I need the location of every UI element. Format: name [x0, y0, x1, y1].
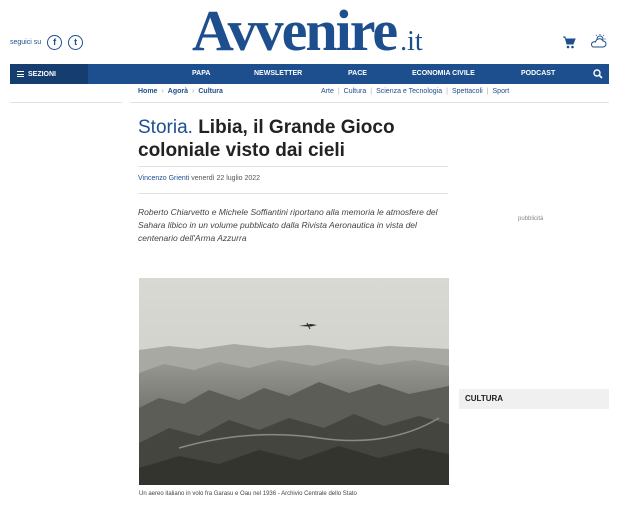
category-scienza[interactable]: Scienza e Tecnologia — [376, 88, 443, 95]
article-title — [138, 116, 438, 162]
nav-item-papa[interactable]: PAPA — [192, 70, 211, 77]
sidebar-section-title: CULTURA — [465, 394, 504, 403]
chevron-right-icon: › — [192, 88, 195, 95]
nav-item-podcast[interactable]: PODCAST — [521, 70, 556, 77]
photo-caption: Un aereo italiano in volo fra Garasu e Oau nel 1936 - Archivio Centrale dello Stato — [139, 491, 357, 497]
logo-tld: .it — [400, 26, 423, 57]
breadcrumb — [138, 88, 223, 95]
breadcrumb-agora[interactable]: Agorà — [167, 88, 189, 95]
chevron-right-icon: › — [161, 88, 164, 95]
category-spettacoli[interactable]: Spettacoli — [451, 88, 483, 95]
category-arte[interactable]: Arte — [321, 88, 334, 95]
sections-menu-button[interactable] — [10, 64, 88, 84]
divider — [10, 102, 122, 103]
breadcrumb-home[interactable]: Home — [138, 88, 158, 95]
sidebar-section-header[interactable] — [459, 389, 609, 409]
category-sport[interactable]: Sport — [492, 88, 510, 95]
divider: | — [370, 88, 373, 95]
divider: | — [337, 88, 340, 95]
menu-icon — [17, 71, 24, 77]
twitter-icon[interactable]: t — [68, 35, 83, 50]
article-headline: Libia, il Grande Gioco coloniale visto dai cieli — [138, 117, 395, 161]
divider — [130, 102, 609, 103]
article-photo[interactable] — [139, 278, 449, 485]
main-nav — [10, 64, 609, 84]
sections-label: SEZIONI — [28, 70, 57, 78]
divider: | — [446, 88, 448, 95]
nav-item-pace[interactable]: PACE — [348, 70, 367, 77]
divider: | — [486, 88, 489, 95]
search-icon[interactable] — [593, 69, 603, 79]
site-header — [0, 0, 620, 64]
publish-date: venerdì 22 luglio 2022 — [191, 175, 261, 182]
ad-label: pubblicità — [518, 216, 544, 222]
category-links — [321, 88, 509, 95]
cart-icon[interactable] — [562, 35, 576, 49]
follow-label: seguici su — [10, 39, 42, 46]
nav-item-newsletter[interactable]: NEWSLETTER — [254, 70, 303, 77]
site-logo[interactable] — [192, 0, 423, 63]
category-cultura[interactable]: Cultura — [343, 88, 367, 95]
divider — [138, 166, 448, 167]
breadcrumb-cultura[interactable]: Cultura — [198, 88, 223, 95]
follow-us — [10, 35, 83, 50]
article-kicker: Storia. — [138, 117, 193, 138]
facebook-icon[interactable]: f — [47, 35, 62, 50]
byline — [138, 175, 260, 182]
logo-wordmark: Avvenire — [192, 0, 397, 63]
nav-item-economia-civile[interactable]: ECONOMIA CIVILE — [412, 70, 475, 77]
divider — [138, 193, 448, 194]
article-lead: Roberto Chiarvetto e Michele Soffiantini riportano alla memoria le atmosfere del Sahara libico in un volume pubblicato dalla Rivista Aeronautica in vista del centenario dell'Arma Azzurra — [138, 207, 438, 243]
weather-icon[interactable] — [590, 33, 608, 49]
author-link[interactable]: Vincenzo Grienti — [138, 175, 190, 182]
